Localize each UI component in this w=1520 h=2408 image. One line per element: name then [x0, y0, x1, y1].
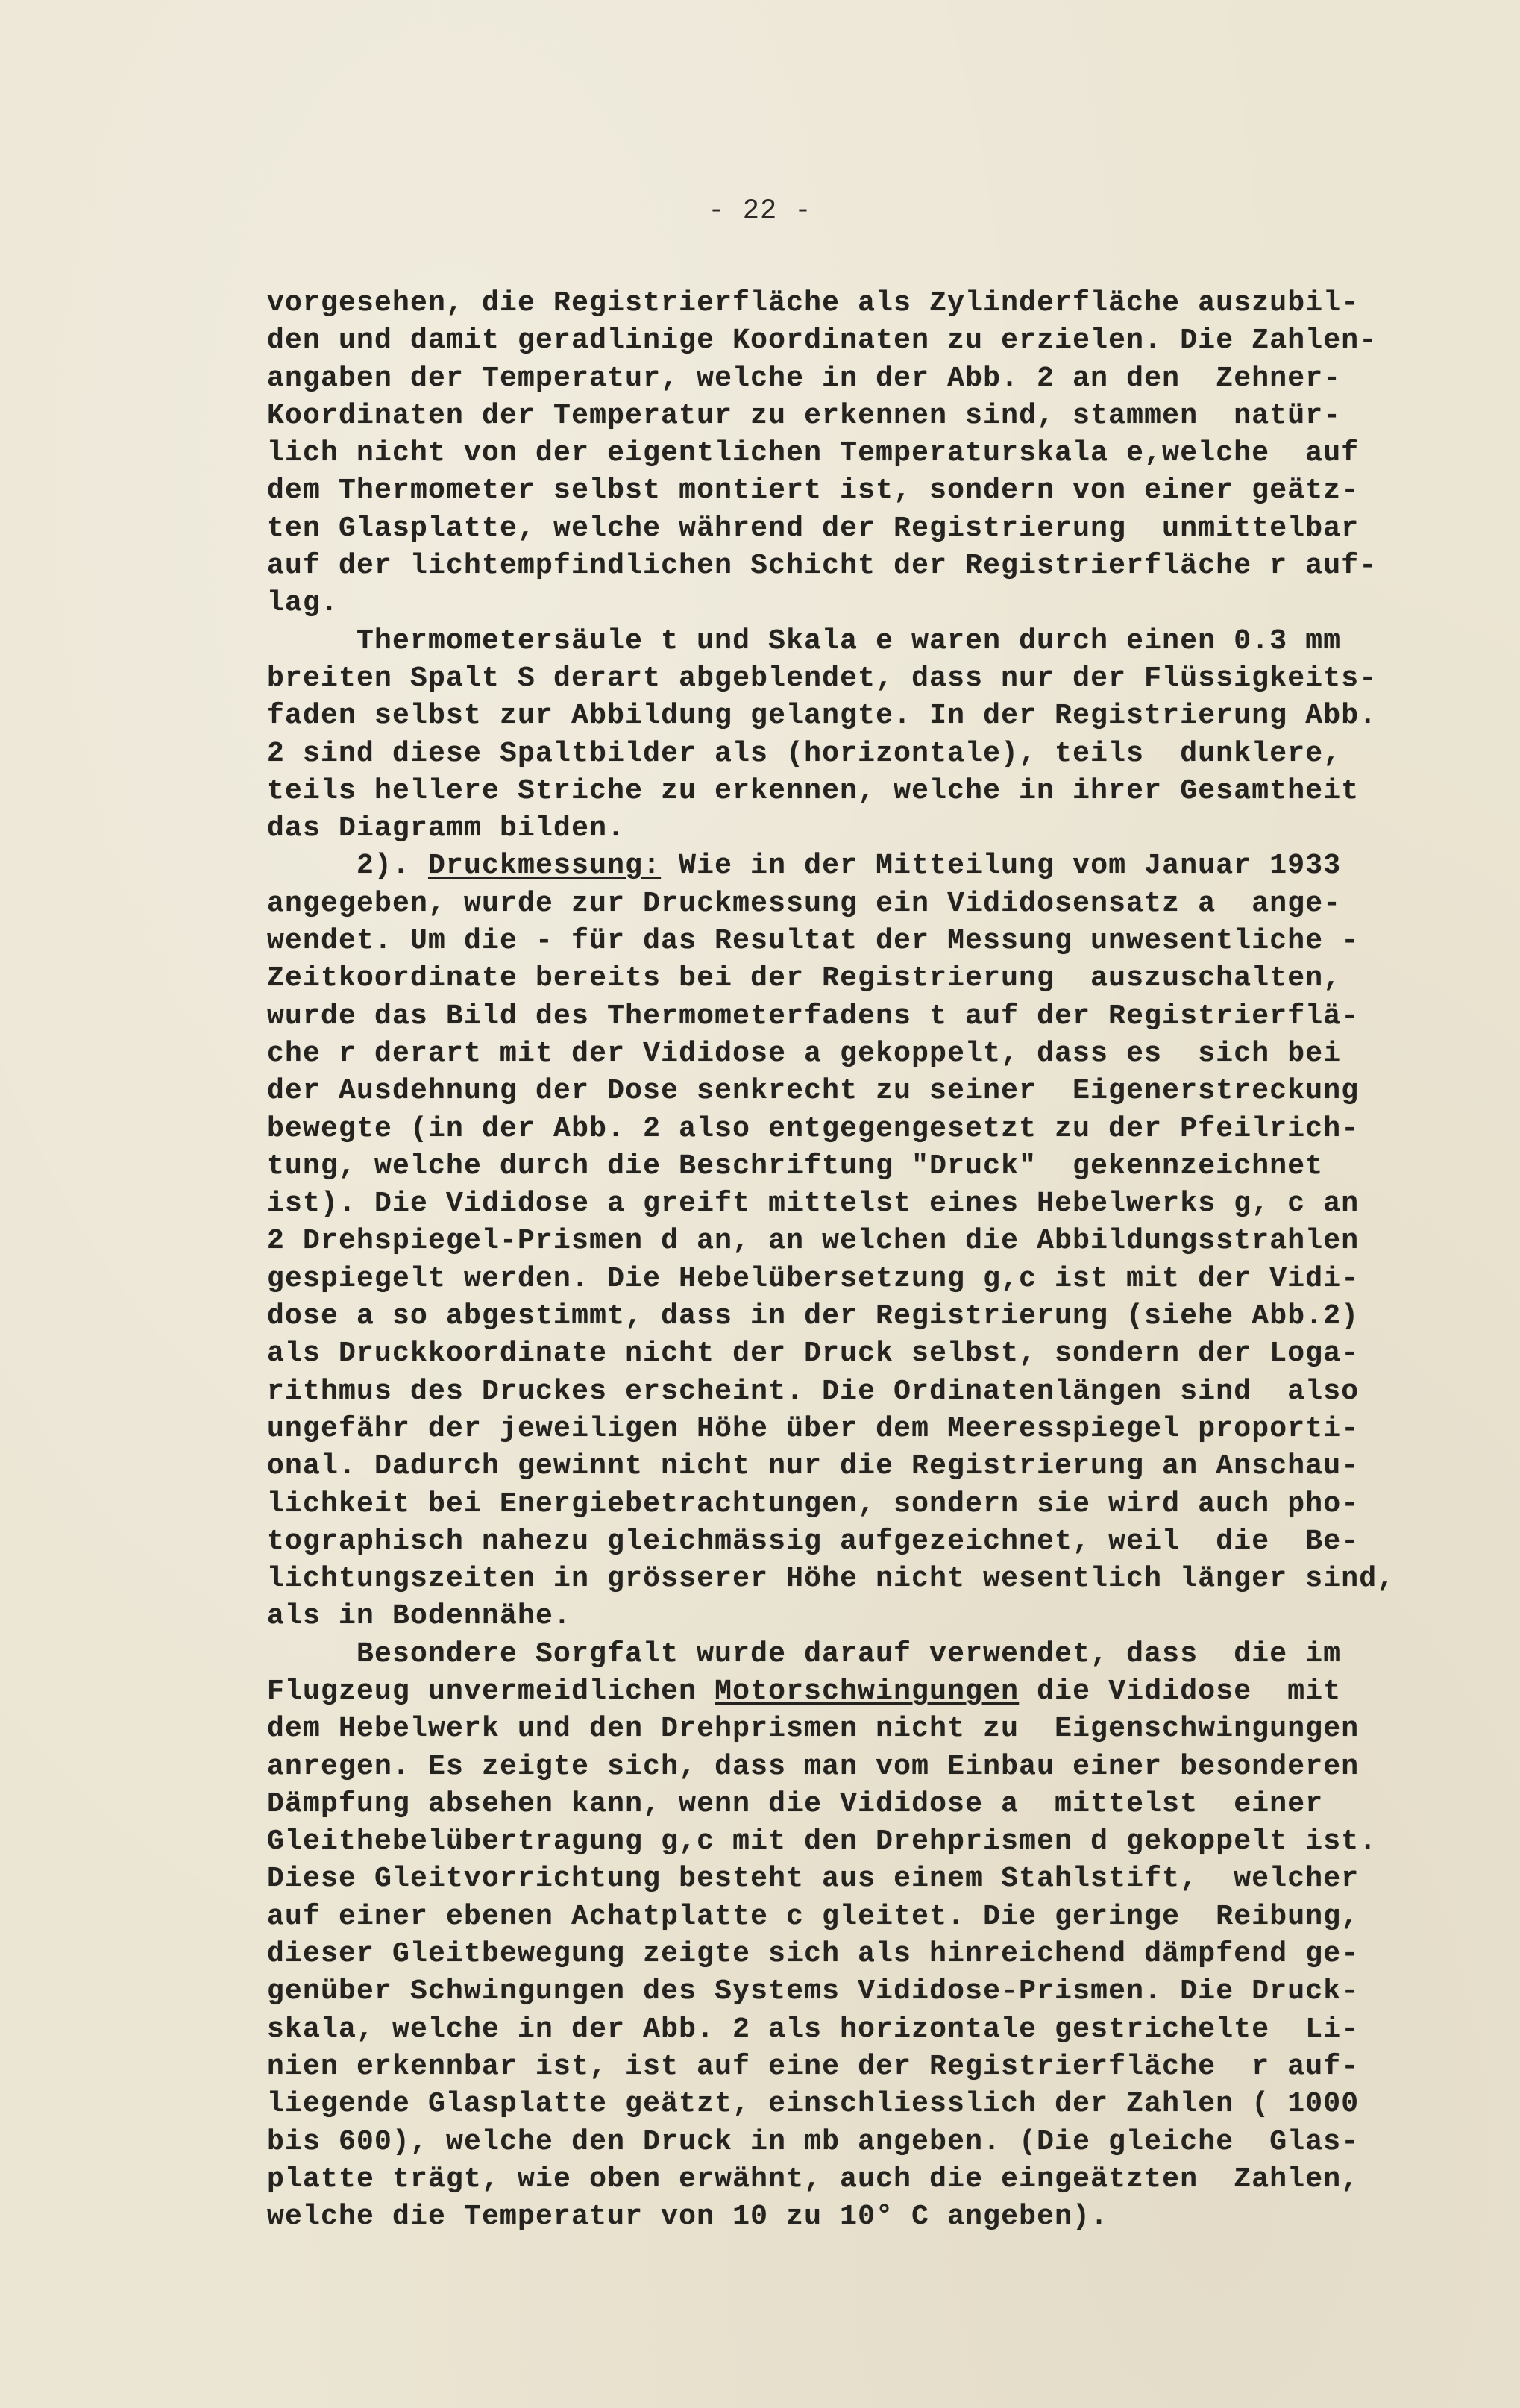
text-line: Diese Gleitvorrichtung besteht aus einem Stahlstift, welcher — [267, 1863, 1360, 1896]
text-line: ist). Die Vididose a greift mittelst eines Hebelwerks g, c an — [267, 1188, 1360, 1220]
text-line: auf einer ebenen Achatplatte c gleitet. Die geringe Reibung, — [267, 1900, 1360, 1933]
text-line: Koordinaten der Temperatur zu erkennen sind, stammen natür- — [267, 399, 1342, 432]
druck-heading-rest: Wie in der Mitteilung vom Januar 1933 — [661, 850, 1342, 882]
page-number: - 22 - — [708, 195, 812, 227]
text-line: ten Glasplatte, welche während der Registrierung unmittelbar — [267, 512, 1360, 545]
text-line: breiten Spalt S derart abgeblendet, dass nur der Flüssigkeits- — [267, 662, 1378, 695]
text-line: dose a so abgestimmt, dass in der Registrierung (siehe Abb.2) — [267, 1300, 1360, 1333]
text-line: welche die Temperatur von 10 zu 10° C angeben). — [267, 2201, 1109, 2233]
text-line: lichkeit bei Energiebetrachtungen, sondern sie wird auch pho- — [267, 1487, 1360, 1520]
text-line: onal. Dadurch gewinnt nicht nur die Registrierung an Anschau- — [267, 1450, 1360, 1483]
text-line: wurde das Bild des Thermometerfadens t auf der Registrierflä- — [267, 1000, 1360, 1032]
druckmessung-heading: Druckmessung: — [428, 850, 662, 882]
text-line: anregen. Es zeigte sich, dass man vom Einbau einer besonderen — [267, 1750, 1360, 1783]
text-line: skala, welche in der Abb. 2 als horizontale gestrichelte Li- — [267, 2013, 1360, 2045]
text-line: teils hellere Striche zu erkennen, welche in ihrer Gesamtheit — [267, 774, 1360, 807]
text-line: lichtungszeiten in grösserer Höhe nicht wesentlich länger sind, — [267, 1563, 1395, 1596]
text-line: als Druckkoordinate nicht der Druck selbst, sondern der Loga- — [267, 1338, 1360, 1370]
text-line: 2 Drehspiegel-Prismen d an, an welchen die Abbildungsstrahlen — [267, 1225, 1360, 1258]
text-line: genüber Schwingungen des Systems Vididose-Prismen. Die Druck- — [267, 1975, 1360, 2008]
text-line: als in Bodennähe. — [267, 1600, 572, 1633]
text-line: rithmus des Druckes erscheint. Die Ordinatenlängen sind also — [267, 1375, 1360, 1408]
text-line: dem Hebelwerk und den Drehprismen nicht zu Eigenschwingungen — [267, 1713, 1360, 1746]
text-line: tographisch nahezu gleichmässig aufgezeichnet, weil die Be- — [267, 1525, 1360, 1558]
motor-line-rest: die Vididose mit — [1019, 1675, 1342, 1708]
text-line: tung, welche durch die Beschriftung "Druck" gekennzeichnet — [267, 1150, 1324, 1182]
body-text — [267, 285, 1395, 2236]
text-line: den und damit geradlinige Koordinaten zu erzielen. Die Zahlen- — [267, 324, 1378, 357]
text-line: Thermometersäule t und Skala e waren durch einen 0.3 mm — [267, 624, 1342, 657]
motorschwingungen-term: Motorschwingungen — [715, 1675, 1020, 1708]
motor-line-start: Flugzeug unvermeidlichen — [267, 1675, 715, 1708]
text-line: angaben der Temperatur, welche in der Abb. 2 an den Zehner- — [267, 362, 1342, 395]
text-line: platte trägt, wie oben erwähnt, auch die eingeätzten Zahlen, — [267, 2163, 1360, 2195]
text-line: ungefähr der jeweiligen Höhe über dem Meeresspiegel proporti- — [267, 1412, 1360, 1445]
text-line: angegeben, wurde zur Druckmessung ein Vididosensatz a ange- — [267, 887, 1342, 920]
text-line: dem Thermometer selbst montiert ist, sondern von einer geätz- — [267, 474, 1360, 507]
text-line: liegende Glasplatte geätzt, einschliesslich der Zahlen ( 1000 — [267, 2088, 1360, 2121]
motor-line — [267, 1673, 1386, 1711]
text-line: wendet. Um die - für das Resultat der Messung unwesentliche - — [267, 925, 1360, 958]
text-line: Gleithebelübertragung g,c mit den Drehprismen d gekoppelt ist. — [267, 1825, 1378, 1858]
text-line: vorgesehen, die Registrierfläche als Zylinderfläche auszubil- — [267, 287, 1360, 319]
text-line: lag. — [267, 587, 339, 620]
text-line: bewegte (in der Abb. 2 also entgegengesetzt zu der Pfeilrich- — [267, 1112, 1360, 1145]
text-line: auf der lichtempfindlichen Schicht der Registrierfläche r auf- — [267, 550, 1378, 583]
text-line: Zeitkoordinate bereits bei der Registrierung auszuschalten, — [267, 962, 1342, 995]
text-line: Besondere Sorgfalt wurde darauf verwendet, dass die im — [267, 1637, 1342, 1670]
text-line: das Diagramm bilden. — [267, 812, 626, 845]
text-line: faden selbst zur Abbildung gelangte. In der Registrierung Abb. — [267, 700, 1378, 733]
text-line: lich nicht von der eigentlichen Temperaturskala e,welche auf — [267, 437, 1360, 470]
text-line: 2 sind diese Spaltbilder als (horizontale), teils dunklere, — [267, 737, 1342, 770]
text-line: dieser Gleitbewegung zeigte sich als hinreichend dämpfend ge- — [267, 1938, 1360, 1971]
text-line: gespiegelt werden. Die Hebelübersetzung g,c ist mit der Vidi- — [267, 1262, 1360, 1295]
section-number: 2). — [267, 850, 429, 882]
text-line: che r derart mit der Vididose a gekoppelt, dass es sich bei — [267, 1037, 1342, 1070]
text-line: nien erkennbar ist, ist auf eine der Registrierfläche r auf- — [267, 2050, 1360, 2083]
text-line: Dämpfung absehen kann, wenn die Vididose a mittelst einer — [267, 1787, 1324, 1820]
text-line: der Ausdehnung der Dose senkrecht zu seiner Eigenerstreckung — [267, 1075, 1360, 1108]
druck-heading-line — [267, 847, 1386, 885]
text-line: bis 600), welche den Druck in mb angeben. (Die gleiche Glas- — [267, 2125, 1360, 2158]
